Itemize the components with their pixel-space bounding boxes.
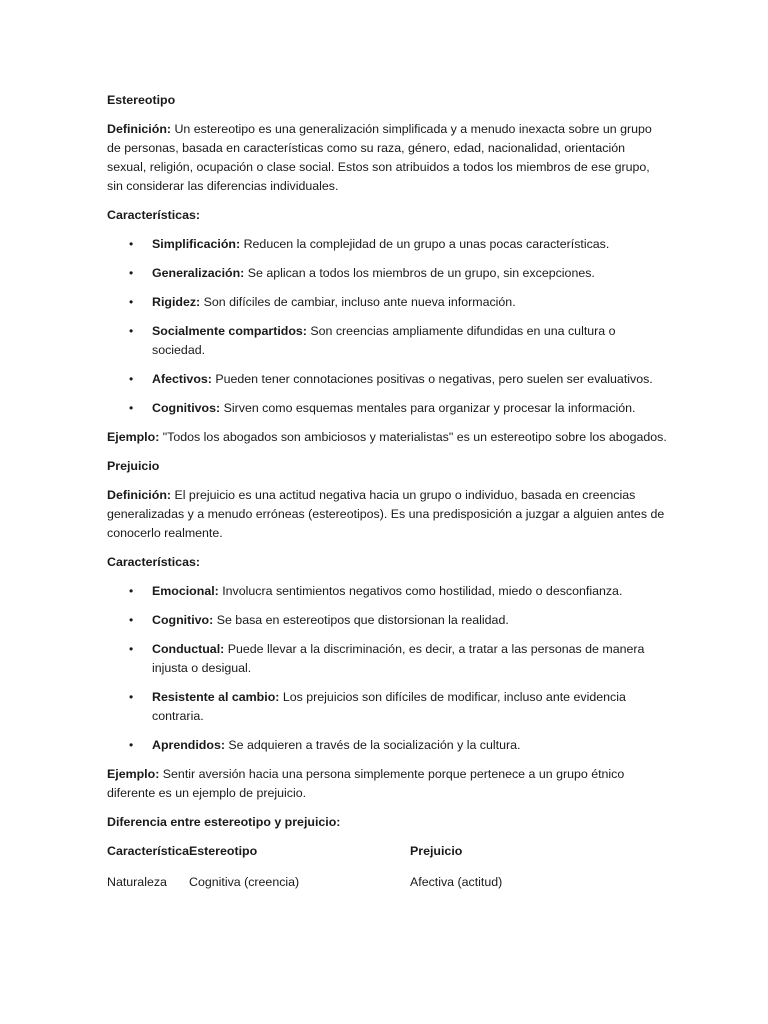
example-text: Sentir aversión hacia una persona simplemente porque pertenece a un grupo étnico diferente es un ejemplo de prejuicio.: [107, 767, 625, 800]
bullet-icon: •: [129, 401, 134, 415]
list-item: [107, 264, 667, 283]
item-text: Se adquieren a través de la socialización y la cultura.: [224, 738, 521, 752]
stereotype-characteristics-list: [107, 235, 667, 418]
comparison-table: [107, 842, 667, 892]
stereotype-title: Estereotipo: [107, 93, 176, 107]
difference-title: Diferencia entre estereotipo y prejuicio:: [107, 815, 341, 829]
list-item: [107, 293, 667, 312]
bullet-icon: •: [129, 295, 134, 309]
example-label: Ejemplo:: [107, 767, 160, 781]
item-label: Cognitivos:: [152, 401, 221, 415]
list-item: [107, 688, 667, 726]
prejudice-example: [107, 765, 667, 803]
list-item: [107, 235, 667, 254]
table-cell: Naturaleza: [107, 875, 167, 889]
item-text: Son difíciles de cambiar, incluso ante nueva información.: [200, 295, 516, 309]
item-label: Afectivos:: [152, 372, 212, 386]
table-header-cell: Estereotipo: [189, 844, 258, 858]
table-row: [107, 873, 667, 892]
item-text: Pueden tener connotaciones positivas o negativas, pero suelen ser evaluativos.: [211, 372, 653, 386]
bullet-icon: •: [129, 642, 134, 656]
prejudice-title: Prejuicio: [107, 459, 160, 473]
table-cell: Cognitiva (creencia): [189, 875, 300, 889]
stereotype-characteristics-label: Características:: [107, 208, 200, 222]
item-text: Se basa en estereotipos que distorsionan la realidad.: [213, 613, 509, 627]
item-text: Se aplican a todos los miembros de un grupo, sin excepciones.: [244, 266, 595, 280]
document-page: [107, 91, 667, 904]
item-text: Puede llevar a la discriminación, es decir, a tratar a las personas de manera injusta o desigual.: [152, 642, 645, 675]
bullet-icon: •: [129, 613, 134, 627]
item-label: Simplificación:: [152, 237, 241, 251]
list-item: [107, 322, 667, 360]
definition-text: Un estereotipo es una generalización simplificada y a menudo inexacta sobre un grupo de personas, basada en características como su raza, género, edad, nacionalidad, orientación sexual, religión, ocupación o clase social. Estos son atribuidos a todos los miembros de ese grupo, sin considerar las diferencias individuales.: [107, 122, 652, 193]
list-item: [107, 640, 667, 678]
item-label: Cognitivo:: [152, 613, 214, 627]
item-text: Son creencias ampliamente difundidas en una cultura o sociedad.: [152, 324, 616, 357]
bullet-icon: •: [129, 738, 134, 752]
list-item: [107, 582, 667, 601]
definition-label: Definición:: [107, 122, 172, 136]
bullet-icon: •: [129, 584, 134, 598]
table-header-cell: Prejuicio: [410, 844, 463, 858]
stereotype-example: [107, 428, 667, 447]
item-label: Resistente al cambio:: [152, 690, 280, 704]
example-label: Ejemplo:: [107, 430, 160, 444]
list-item: [107, 370, 667, 389]
bullet-icon: •: [129, 372, 134, 386]
item-label: Socialmente compartidos:: [152, 324, 307, 338]
item-label: Emocional:: [152, 584, 219, 598]
list-item: [107, 399, 667, 418]
definition-label: Definición:: [107, 488, 172, 502]
item-text: Involucra sentimientos negativos como hostilidad, miedo o desconfianza.: [218, 584, 623, 598]
stereotype-definition: [107, 120, 667, 196]
item-label: Generalización:: [152, 266, 245, 280]
bullet-icon: •: [129, 690, 134, 704]
list-item: [107, 611, 667, 630]
bullet-icon: •: [129, 324, 134, 338]
prejudice-characteristics-list: [107, 582, 667, 755]
bullet-icon: •: [129, 237, 134, 251]
list-item: [107, 736, 667, 755]
item-label: Rigidez:: [152, 295, 201, 309]
item-text: Reducen la complejidad de un grupo a unas pocas características.: [240, 237, 610, 251]
bullet-icon: •: [129, 266, 134, 280]
item-label: Conductual:: [152, 642, 225, 656]
table-cell: Afectiva (actitud): [410, 875, 503, 889]
prejudice-definition: [107, 486, 667, 543]
item-text: Los prejuicios son difíciles de modificar, incluso ante evidencia contraria.: [152, 690, 626, 723]
definition-text: El prejuicio es una actitud negativa hacia un grupo o individuo, basada en creencias generalizadas y a menudo erróneas (estereotipos). Es una predisposición a juzgar a alguien antes de conocerlo realmente.: [107, 488, 665, 540]
example-text: "Todos los abogados son ambiciosos y materialistas" es un estereotipo sobre los abogados.: [159, 430, 667, 444]
table-header-row: [107, 842, 667, 861]
table-header-cell: Característica: [107, 844, 189, 858]
item-text: Sirven como esquemas mentales para organizar y procesar la información.: [220, 401, 636, 415]
prejudice-characteristics-label: Características:: [107, 555, 200, 569]
item-label: Aprendidos:: [152, 738, 225, 752]
